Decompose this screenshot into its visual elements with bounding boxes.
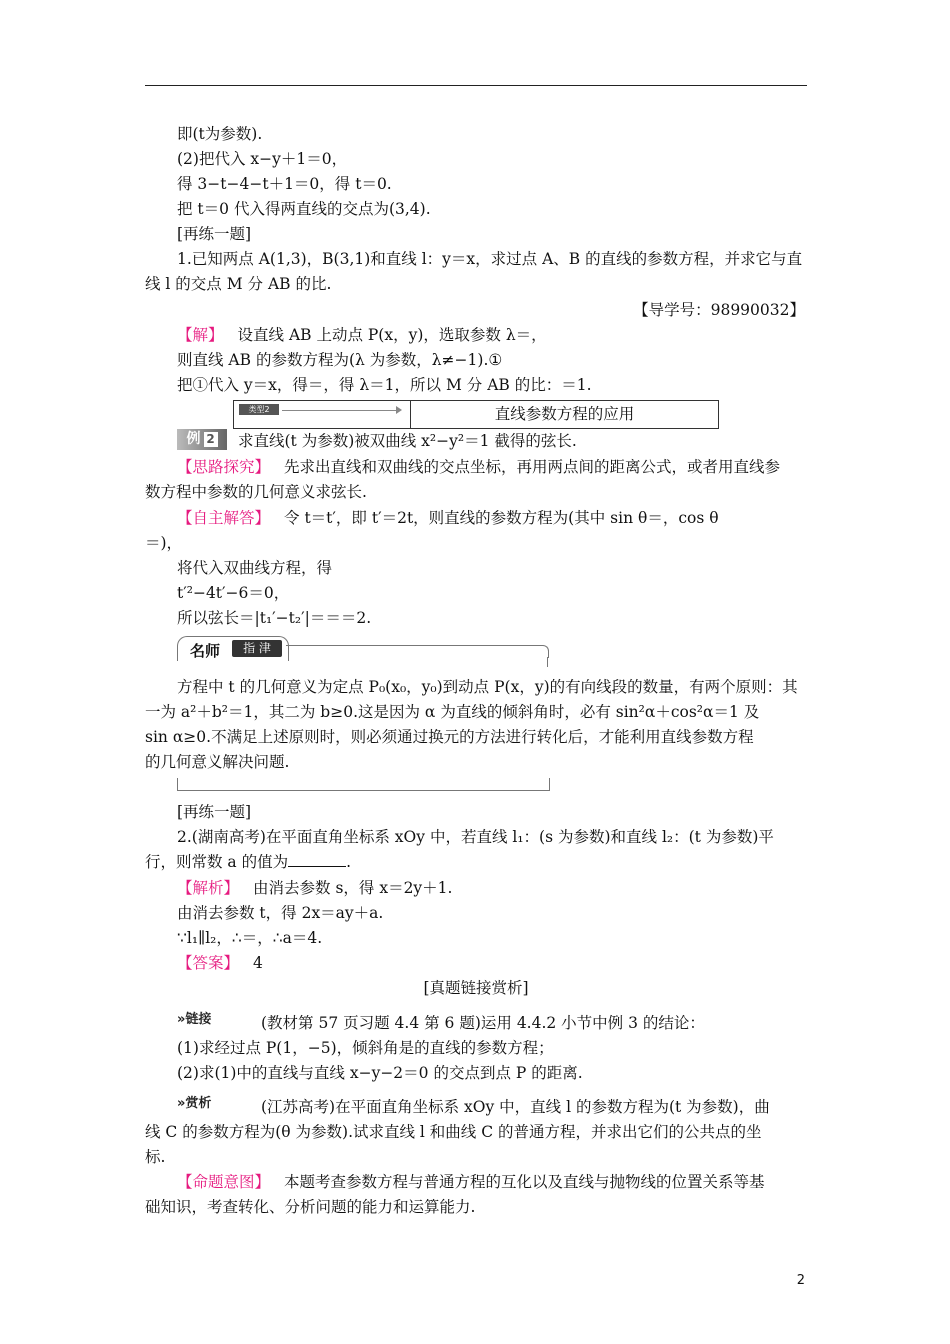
text-line [177, 1172, 765, 1192]
tip-key-badge: 指 津 [232, 640, 282, 657]
example-label: 例 [186, 431, 201, 447]
header-rule [145, 85, 807, 86]
double-chevron-icon: » [177, 1096, 186, 1111]
text-line: (2)求(1)中的直线与直线 x−y−2＝0 的交点到点 P 的距离. [177, 1064, 583, 1082]
text-line: (教材第 57 页习题 4.4 第 6 题)运用 4.4.2 小节中例 3 的结论： [261, 1014, 705, 1032]
text-line: 一为 a²＋b²＝1，其二为 b≥0.这是因为 α 为直线的倾斜角时，必有 sin²α＋cos²α＝1 及 [145, 703, 760, 721]
text-line: 把 t＝0 代入得两直线的交点为(3,4). [177, 200, 431, 218]
section-label: [再练一题] [177, 803, 252, 821]
text-span: 行，则常数 a 的值为 [145, 853, 289, 871]
text-line: 线 C 的参数方程为(θ 为参数).试求直线 l 和曲线 C 的普通方程，并求出它们的公共点的坐 [145, 1123, 762, 1141]
text-span: 先求出直线和双曲线的交点坐标，再用两点间的距离公式，或者用直线参 [284, 458, 781, 476]
text-line: ＝)， [145, 534, 183, 552]
text-line: 即(t为参数). [177, 125, 263, 143]
double-chevron-icon: » [177, 1012, 186, 1027]
text-line: 数方程中参数的几何意义求弦长. [145, 483, 367, 501]
explain-tag: 【解析】 [177, 879, 240, 897]
text-line: 标. [145, 1148, 166, 1166]
answer-blank [288, 852, 346, 867]
text-span: 设直线 AB 上动点 P(x，y)，选取参数 λ＝， [237, 326, 547, 344]
arrow-line-icon [282, 410, 398, 411]
appreciate-badge-label: 赏析 [185, 1096, 212, 1111]
type-banner [233, 400, 719, 429]
text-line [177, 878, 452, 898]
text-line: 所以弦长＝|t₁′−t₂′|＝＝＝2. [177, 609, 372, 627]
text-line [177, 953, 263, 973]
appreciate-badge [177, 1092, 211, 1111]
text-line [177, 457, 780, 477]
text-line: 则直线 AB 的参数方程为(λ 为参数，λ≠−1).① [177, 351, 503, 369]
text-span: . [346, 853, 352, 871]
text-line [177, 508, 719, 528]
text-line: 由消去参数 t，得 2x＝ay＋a. [177, 904, 384, 922]
guide-number: 【导学号：98990032】 [633, 301, 805, 319]
text-line: 把①代入 y＝x，得＝，得 λ＝1，所以 M 分 AB 的比：＝1. [177, 376, 592, 394]
text-line: 础知识，考查转化、分析问题的能力和运算能力. [145, 1198, 476, 1216]
analysis-tag: 【思路探究】 [177, 458, 271, 476]
answer-tag: 【答案】 [177, 954, 240, 972]
tip-frame-bottom [177, 778, 550, 791]
text-line: 2.(湖南高考)在平面直角坐标系 xOy 中，若直线 l₁：(s 为参数)和直线 l₂：(t 为参数)平 [177, 828, 774, 846]
text-span: 4 [253, 954, 263, 972]
text-line: 1.已知两点 A(1,3)，B(3,1)和直线 l：y＝x，求过点 A、B 的直线的参数方程，并求它与直 [177, 250, 803, 268]
example-number: 2 [204, 432, 218, 447]
tip-frame-side [547, 657, 548, 667]
solution-tag: 【解】 [177, 326, 224, 344]
tip-title: 名师 [190, 642, 221, 660]
tip-frame-top [286, 645, 549, 658]
text-line: sin α≥0.不满足上述原则时，则必须通过换元的方法进行转化后，才能利用直线参数方程 [145, 728, 754, 746]
self-answer-tag: 【自主解答】 [177, 509, 271, 527]
intent-tag: 【命题意图】 [177, 1173, 271, 1191]
text-line: 得 3−t−4−t＋1＝0，得 t＝0. [177, 175, 392, 193]
type-banner-left [234, 401, 411, 428]
text-span: 本题考查参数方程与普通方程的互化以及直线与抛物线的位置关系等基 [284, 1173, 765, 1191]
page-number: 2 [796, 1273, 805, 1288]
example-badge [177, 429, 227, 450]
text-line [177, 325, 547, 345]
text-line: (2)把代入 x−y＋1＝0， [177, 150, 348, 168]
type-title: 直线参数方程的应用 [494, 405, 635, 423]
text-line: 将代入双曲线方程，得 [177, 559, 333, 577]
type-badge: 类型2 [239, 404, 279, 415]
link-badge-label: 链接 [185, 1012, 212, 1027]
text-line [145, 852, 351, 872]
section-heading: [真题链接赏析] [423, 979, 529, 997]
section-label: [再练一题] [177, 225, 252, 243]
text-line: 的几何意义解决问题. [145, 753, 290, 771]
text-span: 令 t＝t′，即 t′＝2t，则直线的参数方程为(其中 sin θ＝，cos θ [284, 509, 719, 527]
text-line: (江苏高考)在平面直角坐标系 xOy 中，直线 l 的参数方程为(t 为参数)，曲 [261, 1098, 770, 1116]
text-line: t′²−4t′−6＝0， [177, 584, 290, 602]
text-line: 线 l 的交点 M 分 AB 的比. [145, 275, 332, 293]
text-span: 由消去参数 s，得 x＝2y＋1. [253, 879, 453, 897]
arrow-head-icon [396, 406, 402, 414]
text-line: (1)求经过点 P(1，−5)，倾斜角是的直线的参数方程； [177, 1039, 554, 1057]
text-line: 求直线(t 为参数)被双曲线 x²−y²＝1 截得的弦长. [238, 432, 577, 450]
link-badge [177, 1008, 211, 1027]
text-line: 方程中 t 的几何意义为定点 P₀(x₀，y₀)到动点 P(x，y)的有向线段的数量，有两个原则：其 [177, 678, 798, 696]
text-line: ∵l₁∥l₂，∴＝，∴a＝4. [177, 929, 323, 947]
